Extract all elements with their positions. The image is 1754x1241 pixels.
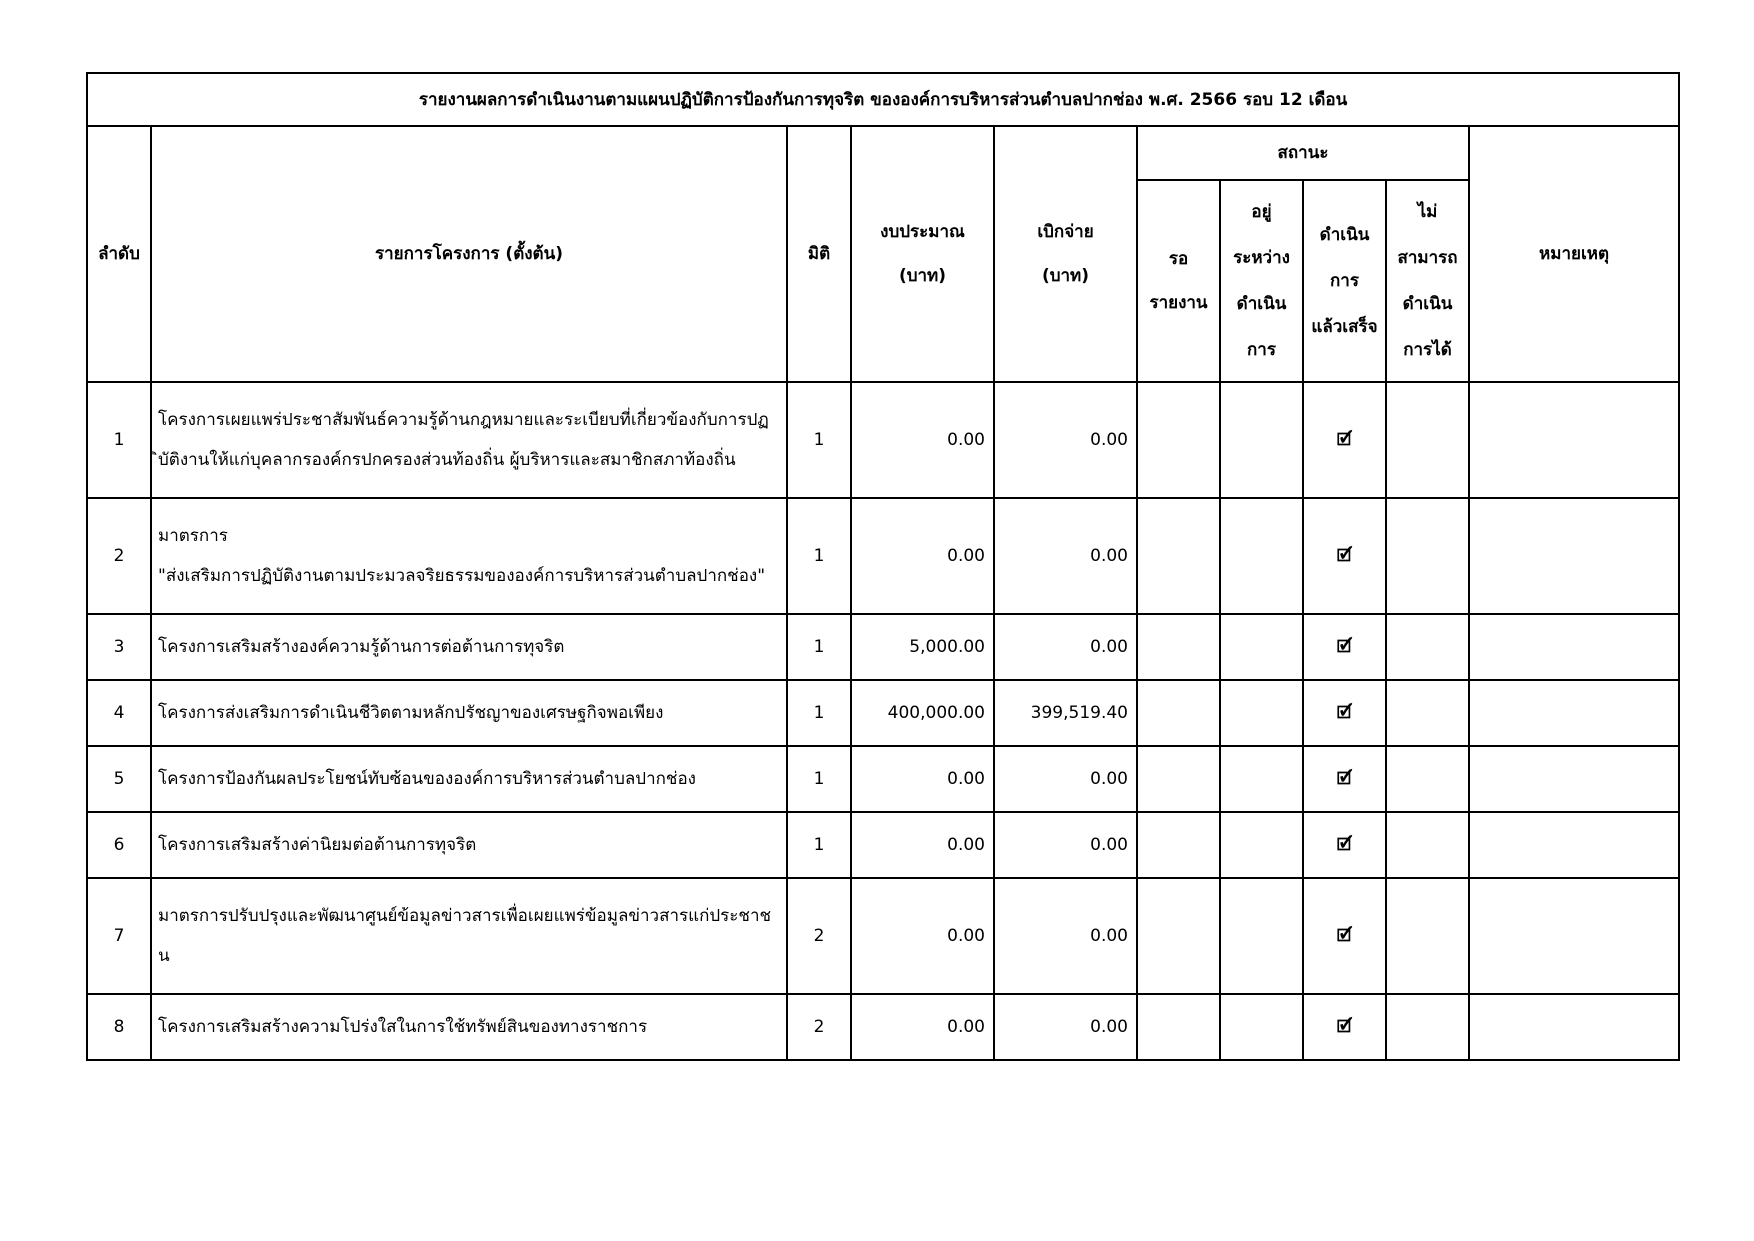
check-box-icon: 🗹 — [1336, 637, 1353, 657]
report-table — [86, 72, 1680, 1061]
project-name-line: โครงการเสริมสร้างความโปร่งใสในการใช้ทรัพย์สินของทางราชการ — [158, 1017, 648, 1037]
remark-cell — [1469, 994, 1679, 1060]
status-in-progress-cell — [1220, 498, 1303, 614]
header-in-progress-line: การ — [1247, 340, 1276, 360]
check-box-icon: 🗹 — [1336, 430, 1353, 450]
header-dimension: มิติ — [787, 126, 851, 382]
dimension-value: 2 — [787, 878, 851, 994]
disbursed-value: 0.00 — [994, 382, 1137, 498]
row-number: 3 — [87, 614, 151, 680]
header-completed-line: ดำเนิน — [1319, 225, 1370, 245]
header-row — [87, 126, 1679, 180]
remark-cell — [1469, 382, 1679, 498]
status-completed-cell — [1303, 382, 1386, 498]
disbursed-value: 0.00 — [994, 878, 1137, 994]
dimension-value: 1 — [787, 680, 851, 746]
status-in-progress-cell — [1220, 614, 1303, 680]
remark-cell — [1469, 878, 1679, 994]
budget-value: 0.00 — [851, 994, 994, 1060]
budget-value: 0.00 — [851, 498, 994, 614]
dimension-value: 2 — [787, 994, 851, 1060]
row-number: 6 — [87, 812, 151, 878]
status-cannot-cell — [1386, 812, 1469, 878]
project-name-line: "ส่งเสริมการปฏิบัติงานตามประมวลจริยธรรมขององค์การบริหารส่วนตำบลปากช่อง" — [158, 566, 766, 586]
table-row — [87, 680, 1679, 746]
table-row — [87, 498, 1679, 614]
status-waiting-cell — [1137, 680, 1220, 746]
check-box-icon: 🗹 — [1336, 703, 1353, 723]
row-number: 8 — [87, 994, 151, 1060]
remark-cell — [1469, 680, 1679, 746]
header-in-progress-line: ระหว่าง — [1233, 248, 1290, 268]
header-order: ลำดับ — [87, 126, 151, 382]
project-name-line: โครงการป้องกันผลประโยชน์ทับซ้อนขององค์การบริหารส่วนตำบลปากช่อง — [158, 769, 696, 789]
project-name-line: โครงการเผยแพร่ประชาสัมพันธ์ความรู้ด้านกฎหมายและระเบียบที่เกี่ยวข้องกับการปฏ — [158, 410, 769, 430]
status-waiting-cell — [1137, 382, 1220, 498]
budget-value: 0.00 — [851, 746, 994, 812]
status-cannot-cell — [1386, 498, 1469, 614]
header-in-progress-line: อยู่ — [1251, 202, 1272, 222]
header-completed-line: การ — [1330, 271, 1359, 291]
check-box-icon: 🗹 — [1336, 835, 1353, 855]
project-name-line: ิบัติงานให้แก่บุคลากรองค์กรปกครองส่วนท้องถิ่น ผู้บริหารและสมาชิกสภาท้องถิ่น — [158, 450, 736, 470]
status-in-progress-cell — [1220, 812, 1303, 878]
table-row — [87, 878, 1679, 994]
header-status-completed — [1303, 180, 1386, 382]
budget-value: 0.00 — [851, 878, 994, 994]
table-row — [87, 994, 1679, 1060]
disbursed-value: 0.00 — [994, 994, 1137, 1060]
header-waiting-line: รายงาน — [1149, 293, 1208, 313]
status-cannot-cell — [1386, 680, 1469, 746]
header-disbursed-unit: (บาท) — [1041, 266, 1090, 286]
header-budget-line: งบประมาณ — [880, 222, 965, 242]
project-name — [151, 812, 787, 878]
report-title: รายงานผลการดำเนินงานตามแผนปฏิบัติการป้องกันการทุจริต ขององค์การบริหารส่วนตำบลปากช่อง พ.ศ. 2566 รอบ 12 เดือน — [87, 73, 1679, 126]
header-remark: หมายเหตุ — [1469, 126, 1679, 382]
check-box-icon: 🗹 — [1336, 926, 1353, 946]
project-name — [151, 994, 787, 1060]
project-name-line: โครงการเสริมสร้างองค์ความรู้ด้านการต่อต้านการทุจริต — [158, 637, 565, 657]
status-waiting-cell — [1137, 746, 1220, 812]
check-box-icon: 🗹 — [1336, 769, 1353, 789]
status-cannot-cell — [1386, 382, 1469, 498]
disbursed-value: 0.00 — [994, 614, 1137, 680]
project-name — [151, 878, 787, 994]
project-name-line: มาตรการ — [158, 526, 228, 546]
status-waiting-cell — [1137, 614, 1220, 680]
project-name — [151, 614, 787, 680]
status-waiting-cell — [1137, 994, 1220, 1060]
disbursed-value: 0.00 — [994, 812, 1137, 878]
status-completed-cell — [1303, 498, 1386, 614]
header-status-waiting — [1137, 180, 1220, 382]
project-name-line: โครงการส่งเสริมการดำเนินชีวิตตามหลักปรัชญาของเศรษฐกิจพอเพียง — [158, 703, 664, 723]
status-waiting-cell — [1137, 498, 1220, 614]
dimension-value: 1 — [787, 498, 851, 614]
status-completed-cell — [1303, 994, 1386, 1060]
status-cannot-cell — [1386, 746, 1469, 812]
header-status-in-progress — [1220, 180, 1303, 382]
project-name-line: โครงการเสริมสร้างค่านิยมต่อต้านการทุจริต — [158, 835, 477, 855]
project-name-line: มาตรการปรับปรุงและพัฒนาศูนย์ข้อมูลข่าวสารเพื่อเผยแพร่ข้อมูลข่าวสารแก่ประชาช — [158, 906, 772, 926]
disbursed-value: 0.00 — [994, 746, 1137, 812]
status-cannot-cell — [1386, 878, 1469, 994]
row-number: 2 — [87, 498, 151, 614]
status-cannot-cell — [1386, 614, 1469, 680]
status-completed-cell — [1303, 878, 1386, 994]
remark-cell — [1469, 746, 1679, 812]
row-number: 7 — [87, 878, 151, 994]
status-completed-cell — [1303, 812, 1386, 878]
remark-cell — [1469, 498, 1679, 614]
check-box-icon: 🗹 — [1336, 1017, 1353, 1037]
remark-cell — [1469, 614, 1679, 680]
header-waiting-line: รอ — [1168, 249, 1189, 269]
project-name-line: น — [158, 946, 170, 966]
title-row — [87, 73, 1679, 126]
dimension-value: 1 — [787, 746, 851, 812]
header-disbursed-line: เบิกจ่าย — [1037, 222, 1094, 242]
budget-value: 0.00 — [851, 812, 994, 878]
status-in-progress-cell — [1220, 746, 1303, 812]
header-budget-unit: (บาท) — [898, 266, 947, 286]
status-completed-cell — [1303, 614, 1386, 680]
status-in-progress-cell — [1220, 382, 1303, 498]
row-number: 1 — [87, 382, 151, 498]
header-status: สถานะ — [1137, 126, 1469, 180]
row-number: 5 — [87, 746, 151, 812]
header-disbursed — [994, 126, 1137, 382]
check-box-icon: 🗹 — [1336, 546, 1353, 566]
disbursed-value: 0.00 — [994, 498, 1137, 614]
header-budget — [851, 126, 994, 382]
project-name — [151, 382, 787, 498]
header-cannot-line: ดำเนิน — [1402, 294, 1453, 314]
budget-value: 400,000.00 — [851, 680, 994, 746]
table-row — [87, 614, 1679, 680]
header-project: รายการโครงการ (ตั้งต้น) — [151, 126, 787, 382]
project-name — [151, 498, 787, 614]
remark-cell — [1469, 812, 1679, 878]
row-number: 4 — [87, 680, 151, 746]
status-completed-cell — [1303, 680, 1386, 746]
dimension-value: 1 — [787, 812, 851, 878]
table-row — [87, 812, 1679, 878]
table-row — [87, 746, 1679, 812]
project-name — [151, 746, 787, 812]
status-in-progress-cell — [1220, 680, 1303, 746]
header-in-progress-line: ดำเนิน — [1236, 294, 1287, 314]
status-waiting-cell — [1137, 812, 1220, 878]
header-cannot-line: ไม่ — [1417, 202, 1438, 222]
status-completed-cell — [1303, 746, 1386, 812]
project-name — [151, 680, 787, 746]
header-status-cannot — [1386, 180, 1469, 382]
table-row — [87, 382, 1679, 498]
status-in-progress-cell — [1220, 878, 1303, 994]
budget-value: 0.00 — [851, 382, 994, 498]
status-waiting-cell — [1137, 878, 1220, 994]
status-in-progress-cell — [1220, 994, 1303, 1060]
status-cannot-cell — [1386, 994, 1469, 1060]
dimension-value: 1 — [787, 614, 851, 680]
header-cannot-line: สามารถ — [1397, 248, 1458, 268]
header-cannot-line: การได้ — [1403, 340, 1452, 360]
budget-value: 5,000.00 — [851, 614, 994, 680]
disbursed-value: 399,519.40 — [994, 680, 1137, 746]
header-completed-line: แล้วเสร็จ — [1311, 317, 1378, 337]
dimension-value: 1 — [787, 382, 851, 498]
